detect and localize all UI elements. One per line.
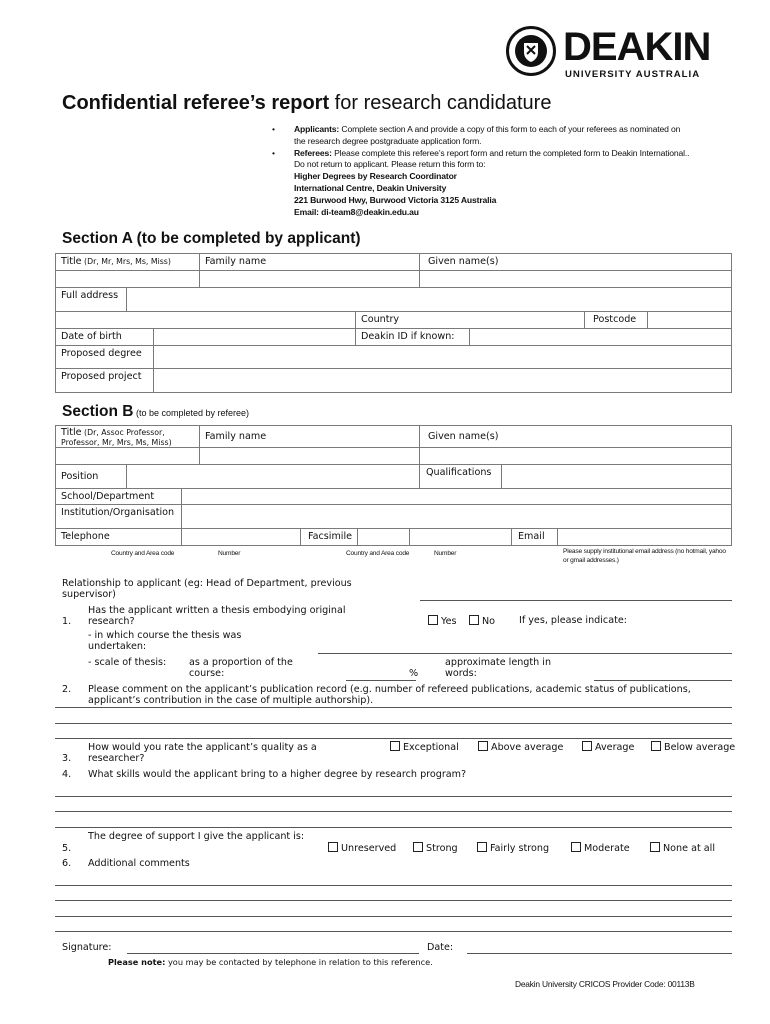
facsimile-label: Facsimile [300, 528, 358, 546]
q2-number: 2. [62, 684, 72, 695]
q2-line[interactable] [55, 707, 732, 708]
position-field[interactable] [126, 464, 420, 489]
school-field[interactable] [181, 488, 732, 505]
moderate-checkbox[interactable] [571, 842, 581, 852]
hint-number: Number [218, 550, 241, 557]
email-label: Email [511, 528, 558, 546]
q4-line[interactable] [55, 827, 732, 828]
scale-label: - scale of thesis: [88, 657, 167, 668]
proposed-degree-field[interactable] [153, 345, 732, 369]
address-line: 221 Burwood Hwy, Burwood Victoria 3125 Australia [294, 194, 497, 205]
q1-if-yes-label: If yes, please indicate: [519, 615, 627, 626]
address-line: International Centre, Deakin University [294, 182, 447, 193]
relationship-line[interactable] [420, 600, 732, 601]
footer-cricos: Deakin University CRICOS Provider Code: 00113B [515, 979, 695, 989]
q6-line[interactable] [55, 900, 732, 901]
referee-family-name-field[interactable] [199, 447, 420, 465]
hint-country-code: Country and Area code [346, 550, 410, 557]
referee-family-name-label: Family name [199, 425, 420, 448]
q5-option-strong[interactable]: Strong [413, 842, 458, 854]
above-average-checkbox[interactable] [478, 741, 488, 751]
country-label: Country [355, 311, 585, 329]
institution-label: Institution/Organisation [55, 504, 182, 529]
percent-sign: % [409, 668, 419, 679]
q2-text: Please comment on the applicant’s publication record (e.g. number of refereed publications, academic status of publications, applicant’s contribution in the case of multiple authorship). [88, 684, 691, 706]
title-label: Title (Dr, Mr, Mrs, Ms, Miss) [55, 253, 200, 271]
postcode-field[interactable] [647, 311, 732, 329]
instruction-referees: • Referees: Please complete this referee’s report form and return the completed form to Deakin International.. Do not return to applicant. Please return this form to: [294, 148, 690, 172]
proportion-label: as a proportion of the course: [189, 657, 293, 679]
q2-line[interactable] [55, 738, 732, 739]
referee-title-field[interactable] [55, 447, 200, 465]
fairly-strong-checkbox[interactable] [477, 842, 487, 852]
none-at-all-checkbox[interactable] [650, 842, 660, 852]
proposed-degree-label: Proposed degree [55, 345, 154, 369]
telephone-area-field[interactable] [181, 528, 301, 546]
address-email: Email: di-team8@deakin.edu.au [294, 206, 419, 217]
facsimile-number-field[interactable] [409, 528, 512, 546]
yes-checkbox[interactable] [428, 615, 438, 625]
q5-option-fairly-strong[interactable]: Fairly strong [477, 842, 549, 854]
hint-email: Please supply institutional email address (no hotmail, yahoo or gmail addresses.) [563, 548, 726, 564]
q4-line[interactable] [55, 811, 732, 812]
full-address-label: Full address [55, 287, 127, 312]
strong-checkbox[interactable] [413, 842, 423, 852]
length-line[interactable] [594, 680, 732, 681]
postcode-label: Postcode [584, 311, 648, 329]
family-name-field[interactable] [199, 270, 420, 288]
date-label: Date: [427, 942, 454, 953]
q5-option-unreserved[interactable]: Unreserved [328, 842, 396, 854]
below-average-checkbox[interactable] [651, 741, 661, 751]
q5-text: The degree of support I give the applicant is: [88, 831, 305, 842]
q3-option-exceptional[interactable]: Exceptional [390, 741, 459, 753]
dob-label: Date of birth [55, 328, 154, 346]
q6-number: 6. [62, 858, 72, 869]
exceptional-checkbox[interactable] [390, 741, 400, 751]
instructions [270, 124, 690, 218]
q1-number: 1. [62, 616, 72, 627]
qualifications-field[interactable] [501, 464, 732, 489]
q3-text: How would you rate the applicant’s quality as a researcher? [88, 742, 317, 764]
page-title: Confidential referee’s report for research candidature [62, 92, 552, 114]
facsimile-area-field[interactable] [357, 528, 410, 546]
deakin-id-label: Deakin ID if known: [355, 328, 470, 346]
instruction-applicants: • Applicants: Complete section A and provide a copy of this form to each of your referees as nominated on the research degree postgraduate application form. [294, 124, 690, 148]
telephone-label: Telephone [55, 528, 182, 546]
full-address-field[interactable] [126, 287, 732, 312]
approx-length-label: approximate length in words: [445, 657, 552, 679]
q4-line[interactable] [55, 796, 732, 797]
q3-number: 3. [62, 753, 72, 764]
q1-text: Has the applicant written a thesis embodying original research? [88, 605, 346, 627]
email-field[interactable] [557, 528, 732, 546]
course-label: - in which course the thesis was undertaken: [88, 630, 242, 652]
q5-number: 5. [62, 843, 72, 854]
unreserved-checkbox[interactable] [328, 842, 338, 852]
hint-number: Number [434, 550, 457, 557]
position-label: Position [55, 464, 127, 489]
q2-line[interactable] [55, 723, 732, 724]
q6-line[interactable] [55, 931, 732, 932]
qualifications-label: Qualifications [419, 464, 502, 489]
date-line[interactable] [467, 953, 732, 954]
school-label: School/Department [55, 488, 182, 505]
no-checkbox[interactable] [469, 615, 479, 625]
family-name-label: Family name [199, 253, 420, 271]
logo-subtitle: UNIVERSITY AUSTRALIA [565, 69, 701, 80]
average-checkbox[interactable] [582, 741, 592, 751]
address-line: Higher Degrees by Research Coordinator [294, 171, 457, 182]
q3-option-below-average[interactable]: Below average [651, 741, 735, 753]
given-names-field[interactable] [419, 270, 732, 288]
given-names-label: Given name(s) [419, 253, 732, 271]
title-field[interactable] [55, 270, 200, 288]
q4-number: 4. [62, 769, 72, 780]
proportion-line[interactable] [346, 680, 416, 681]
signature-label: Signature: [62, 942, 112, 953]
hint-country-code: Country and Area code [111, 550, 175, 557]
q5-option-moderate[interactable]: Moderate [571, 842, 630, 854]
logo-wordmark: DEAKIN [563, 25, 711, 69]
q6-line[interactable] [55, 916, 732, 917]
address-line-2-field[interactable] [55, 311, 356, 329]
q6-text: Additional comments [88, 858, 190, 869]
relationship-label: Relationship to applicant (eg: Head of Department, previous supervisor) [62, 578, 352, 600]
please-note: Please note: you may be contacted by telephone in relation to this reference. [108, 957, 433, 967]
course-line[interactable] [318, 653, 732, 654]
q6-line[interactable] [55, 885, 732, 886]
deakin-shield-icon [515, 35, 547, 67]
q5-option-none-at-all[interactable]: None at all [650, 842, 715, 854]
section-b-heading: Section B (to be completed by referee) [62, 403, 250, 420]
q4-text: What skills would the applicant bring to a higher degree by research program? [88, 769, 467, 780]
institution-field[interactable] [181, 504, 732, 529]
referee-given-names-field[interactable] [419, 447, 732, 465]
proposed-project-label: Proposed project [55, 368, 154, 393]
referee-given-names-label: Given name(s) [419, 425, 732, 448]
deakin-id-field[interactable] [469, 328, 732, 346]
q1-yes-option[interactable]: Yes [428, 615, 457, 627]
proposed-project-field[interactable] [153, 368, 732, 393]
dob-field[interactable] [153, 328, 356, 346]
signature-line[interactable] [127, 953, 419, 954]
section-a-heading: Section A (to be completed by applicant) [62, 230, 361, 247]
q3-option-average[interactable]: Average [582, 741, 634, 753]
q3-option-above-average[interactable]: Above average [478, 741, 563, 753]
referee-title-label: Title (Dr, Assoc Professor, Professor, Mr, Mrs, Ms, Miss) [55, 425, 200, 448]
q1-no-option[interactable]: No [469, 615, 495, 627]
